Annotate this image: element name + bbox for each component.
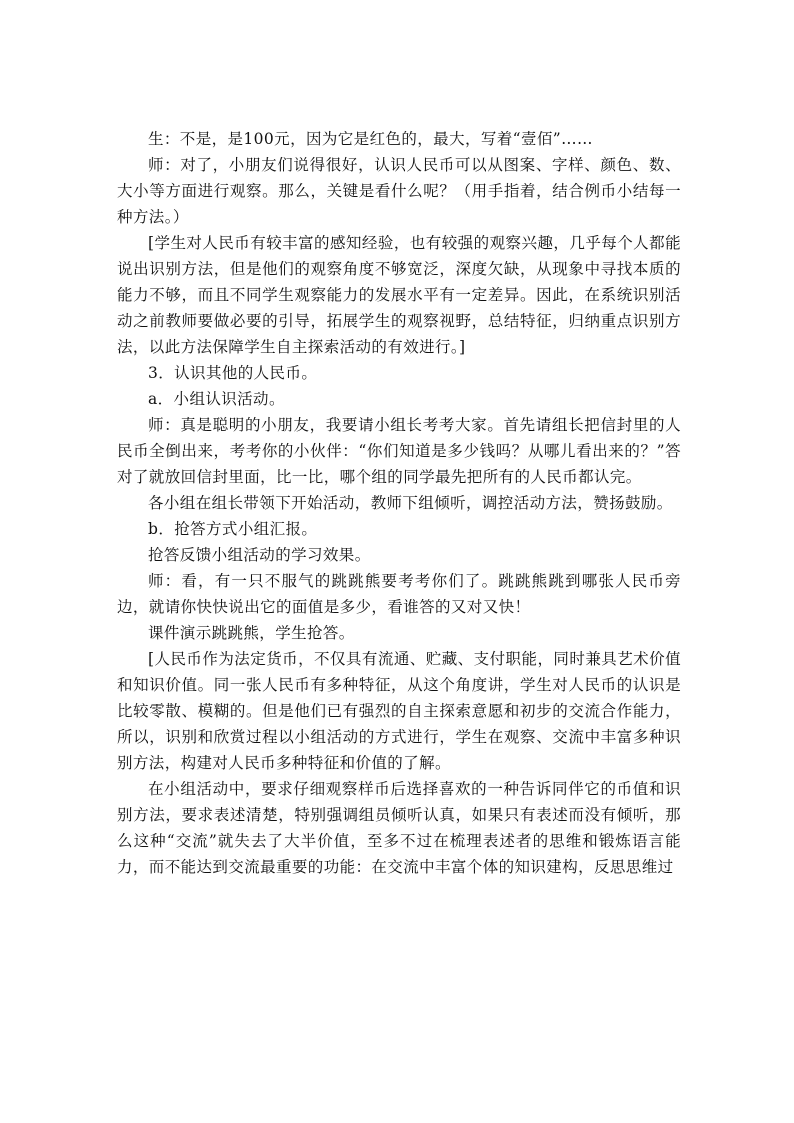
paragraph-step-3-heading: 3．认识其他的人民币。 bbox=[148, 364, 318, 382]
paragraph-student-answer: 生：不是，是100元，因为它是红色的，最大，写着“壹佰”…… bbox=[148, 130, 593, 148]
document-body bbox=[117, 126, 681, 880]
paragraph-teacher-summary: 师：对了，小朋友们说得很好，认识人民币可以从图案、字样、颜色、数、大小等方面进行观察。那么，关键是看什么呢？（用手指着，结合例币小结每一种方法。） bbox=[117, 156, 681, 226]
paragraph-commentary-currency-value: [人民币作为法定货币，不仅具有流通、贮藏、支付职能，同时兼具艺术价值和知识价值。同一张人民币有多种特征，从这个角度讲，学生对人民币的认识是比较零散、模糊的。但是他们已有强烈的自主探索意愿和初步的交流合作能力，所以，识别和欣赏过程以小组活动的方式进行，学生在观察、交流中丰富多种识别方法，构建对人民币多种特征和价值的了解。 bbox=[117, 650, 681, 772]
paragraph-commentary-observation: [学生对人民币有较丰富的感知经验，也有较强的观察兴趣，几乎每个人都能说出识别方法，但是他们的观察角度不够宽泛，深度欠缺，从现象中寻找本质的能力不够，而且不同学生观察能力的发展水平有一定差异。因此，在系统识别活动之前教师要做必要的引导，拓展学生的观察视野，总结特征，归纳重点识别方法，以此方法保障学生自主探索活动的有效进行。] bbox=[117, 234, 681, 356]
paragraph-courseware-demo: 课件演示跳跳熊，学生抢答。 bbox=[148, 624, 355, 642]
paragraph-teacher-bear-game: 师：看，有一只不服气的跳跳熊要考考你们了。跳跳熊跳到哪张人民币旁边，就请你快快说出它的面值是多少，看谁答的又对又快！ bbox=[117, 572, 681, 616]
paragraph-quick-answer-feedback: 抢答反馈小组活动的学习效果。 bbox=[148, 546, 371, 564]
paragraph-step-a-heading: a．小组认识活动。 bbox=[148, 390, 285, 408]
paragraph-group-activity: 各小组在组长带领下开始活动，教师下组倾听，调控活动方法，赞扬鼓励。 bbox=[148, 494, 673, 512]
paragraph-teacher-group-task: 师：真是聪明的小朋友，我要请小组长考考大家。首先请组长把信封里的人民币全倒出来，考考你的小伙伴：“你们知道是多少钱吗？从哪儿看出来的？”答对了就放回信封里面，比一比，哪个组的同学最先把所有的人民币都认完。 bbox=[117, 416, 681, 486]
paragraph-step-b-heading: b．抢答方式小组汇报。 bbox=[148, 520, 318, 538]
paragraph-commentary-group-exchange: 在小组活动中，要求仔细观察样币后选择喜欢的一种告诉同伴它的币值和识别方法，要求表述清楚，特别强调组员倾听认真，如果只有表述而没有倾听，那么这种“交流”就失去了大半价值，至多不过在梳理表述者的思维和锻炼语言能力，而不能达到交流最重要的功能：在交流中丰富个体的知识建构，反思思维过 bbox=[117, 780, 681, 876]
